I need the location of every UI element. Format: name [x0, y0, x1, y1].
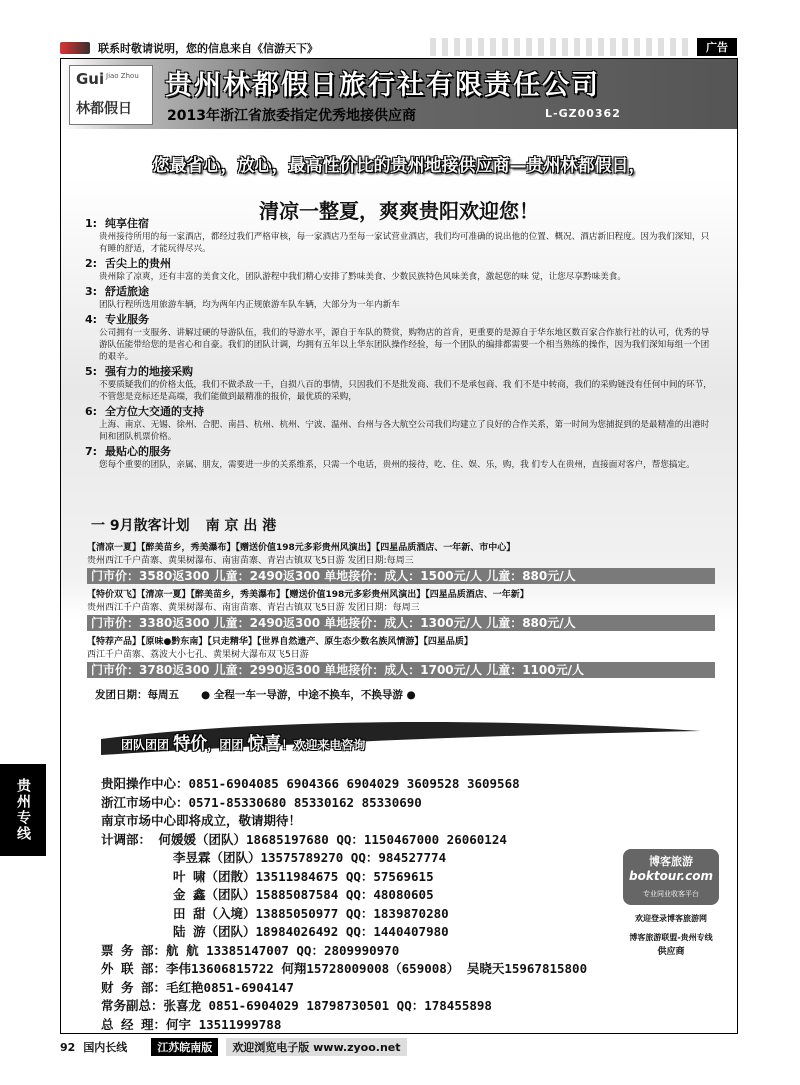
contact-line: 田 甜（入境）13885050977 QQ：1839870280	[173, 905, 449, 921]
service-number: 1:	[85, 217, 98, 230]
service-list	[85, 217, 715, 473]
contact-line: 南京市场中心即将成立，敬请期待！	[101, 813, 302, 828]
slogan-primary: 您最省心，放心，最高性价比的贵州地接供应商—贵州林都假日，	[152, 156, 646, 176]
license-number: L-GZ00362	[545, 107, 621, 120]
service-title: 最贴心的服务	[105, 445, 171, 458]
service-title: 舒适旅途	[105, 285, 149, 298]
logo-initials: Gui	[76, 70, 105, 88]
tour-tags: 【特价双飞】【清凉一夏】【醉美苗乡，秀美瀑布】【赠送价值198元多彩贵州风演出】【四星品质酒店、一年新】	[87, 590, 529, 600]
service-number: 2:	[85, 257, 98, 270]
contact-line: 票 务 部：航 航 13385147007 QQ：2809990970	[101, 942, 400, 958]
banner-slogan	[121, 729, 365, 754]
service-description: 上海、南京、无锡、徐州、合肥、南昌、杭州、杭州、宁波、温州、台州与各大航空公司我们均建立了良好的合作关系，第一时间为您捕捉到的是最精准的出港时间和团队机票价格。	[99, 420, 710, 442]
tour-price-bar: 门市价：3780返300 儿童：2990返300 单地接价：成人：1700元/人 儿童：1100元/人	[87, 662, 715, 678]
partner-line: 欢迎登录博客旅游网	[635, 914, 707, 923]
service-title: 纯享住宿	[105, 217, 149, 230]
partner-line: 供应商	[657, 947, 685, 957]
contact-line: 外 联 部：李伟13606815722 何翔15728009008（659008） 吴晓天15967815800	[101, 961, 588, 976]
contact-line: 财 务 部：毛红艳0851-6904147	[101, 979, 294, 995]
contact-line: 总 经 理：何宇 13511999788	[101, 1016, 282, 1032]
banner-part2: ，团团	[207, 738, 248, 752]
service-title: 专业服务	[105, 313, 149, 326]
tour-price-bar: 门市价：3380返300 儿童：2490返300 单地接价：成人：1300元/人 儿童：880元/人	[87, 615, 715, 631]
award-subtitle: 2013年浙江省旅委指定优秀地接供应商	[167, 108, 416, 124]
service-item	[85, 365, 715, 403]
page-footer	[60, 1036, 407, 1058]
tour-plan-heading	[91, 515, 276, 535]
service-description: 贵州接待所用的每一家酒店，都经过我们严格审核，每一家酒店乃至每一家试营业酒店，我们均可准确的说出他的位置、概况、酒店新旧程度。因为我们深知，只有睡的舒适，才能玩得尽兴。	[99, 232, 710, 254]
publication-logo-icon	[60, 42, 90, 54]
contact-line: 陆 游（团队）18984026492 QQ：1440407980	[173, 924, 449, 939]
company-header	[61, 59, 737, 129]
tour-tags: 【特荐产品】【原味●黔东南】【只走精华】【世界自然遗产、原生态少数名族风情游】【四星品质】	[87, 637, 473, 647]
top-notice-text: 联系时敬请说明，您的信息来自《信游天下》	[98, 42, 318, 55]
service-number: 3:	[85, 285, 98, 298]
section-side-tab: 贵州专线	[0, 764, 46, 856]
contact-line: 计调部： 何媛媛（团队）18685197680 QQ：1150467000 26060124	[101, 831, 507, 847]
service-title: 舌尖上的贵州	[105, 257, 171, 270]
company-logo	[69, 65, 153, 125]
contact-line: 叶 啸（团散）13511984675 QQ：57569615	[173, 868, 434, 884]
service-title: 全方位大交通的支持	[105, 405, 204, 418]
banner-part3: ！欢迎来电咨询	[281, 738, 366, 752]
footer-link[interactable]: 欢迎浏览电子版 www.zyoo.net	[226, 1038, 406, 1056]
partner-cn-name: 博客旅游	[649, 855, 693, 868]
service-item	[85, 217, 715, 255]
banner-surprise: 惊喜	[247, 734, 282, 754]
service-description: 您每个重要的团队，亲属、朋友，需要进一步的关系维系，只需一个电话，贵州的接待，吃、住、娱、乐，购，我 们专人在贵州，直接面对客户，帮您搞定。	[99, 460, 695, 470]
service-description: 不要质疑我们的价格太低，我们不做杀敌一千，自损八百的事情，只因我们不是批发商、我们不是承包商、我 们不是中转商，我们的采购链没有任何中间的环节，不管您是竞标还是高端，我们能做到最精准的报价，最优质的采购，	[99, 380, 712, 402]
tour-route: 贵州西江千户苗寨、黄果树瀑布、南宙苗寨、青岩古镇双飞5日游 发团日期:每周三	[87, 556, 414, 566]
tour-package	[87, 635, 715, 678]
contact-line: 常务副总：张喜龙 0851-6904029 18798730501 QQ：178455898	[101, 998, 492, 1013]
contact-line: 金 鑫（团队）15885087584 QQ：48080605	[173, 887, 434, 902]
tour-price-bar: 门市价：3580返300 儿童：2490返300 单地接价：成人：1500元/人 儿童：880元/人	[87, 568, 715, 584]
footer-edition: 江苏皖南版	[151, 1038, 218, 1056]
contact-line: 李昱霖（团队）13575789270 QQ：984527774	[173, 850, 447, 865]
footer-section: 国内长线	[83, 1041, 128, 1054]
service-description: 公司拥有一支服务、讲解过硬的导游队伍，我们的导游水平，源自于车队的赞赏，购物店的首肯，更重要的是源自于华东地区数百家合作旅行社的认可，优秀的导游队伍能带给您的是省心和自豪。我们的团队计调，均拥有五年以上华东团队操作经验，每一个团队的编排都需要一个相当熟练的操作，因为我们深知每组一个团的艰辛。	[99, 328, 710, 362]
partner-en-name: boktour.com	[629, 869, 713, 883]
schedule-line	[95, 687, 416, 702]
advertisement-panel	[60, 58, 738, 1034]
tour-route: 西江千户苗寨、荔波大小七孔、黄果树大瀑布双飞5日游	[87, 650, 309, 660]
service-item	[85, 285, 715, 311]
boktour-logo	[623, 849, 719, 905]
banner-part1: 团队团团	[121, 738, 174, 752]
service-description: 团队行程所选用旅游车辆，均为两年内正规旅游车队车辆，大部分为一年内新车	[99, 300, 400, 310]
tour-route: 贵州西江千户苗寨、黄果树瀑布、南宙苗寨、青岩古镇双飞5日游 发团日期：每周三	[87, 603, 420, 613]
service-number: 6:	[85, 405, 98, 418]
service-number: 7:	[85, 445, 98, 458]
departure-date: 发团日期：每周五	[95, 689, 179, 701]
service-item	[85, 257, 715, 283]
partner-badge-sub: 专业同业收客平台	[643, 890, 699, 898]
page-number: 92	[60, 1040, 76, 1054]
service-description: 贵州除了凉爽，还有丰富的美食文化，团队游程中我们精心安排了黔味美食、少数民族特色风味美食，激起您的味 觉，让您尽享黔味美食。	[99, 272, 626, 282]
company-name: 贵州林都假日旅行社有限责任公司	[165, 70, 600, 101]
tour-package	[87, 541, 715, 584]
service-number: 4:	[85, 313, 98, 326]
decorative-checker	[430, 38, 690, 56]
service-title: 强有力的地接采购	[105, 365, 193, 378]
logo-small-text: Jiao Zhou	[106, 72, 139, 80]
service-item	[85, 445, 715, 471]
partner-box	[613, 849, 729, 979]
plan-title: 一 9月散客计划	[91, 518, 190, 534]
contact-line: 浙江市场中心：0571-85330680 85330162 85330690	[101, 794, 422, 810]
service-item	[85, 405, 715, 443]
service-item	[85, 313, 715, 363]
tour-tags: 【清凉一夏】【醉美苗乡，秀美瀑布】【赠送价值198元多彩贵州风演出】【四星品质酒店、一年新、市中心】	[87, 543, 516, 553]
slogan-secondary: 清凉一整夏，爽爽贵阳欢迎您！	[259, 199, 539, 223]
tour-features: ● 全程一车一导游，中途不换车，不换导游 ●	[201, 689, 416, 701]
service-number: 5:	[85, 365, 98, 378]
logo-brand-text: 林都假日	[76, 101, 132, 117]
partner-line: 博客旅游联盟-贵州专线	[629, 933, 713, 942]
tour-package	[87, 588, 715, 631]
contact-line: 贵阳操作中心：0851-6904085 6904366 6904029 3609528 3609568	[101, 776, 520, 791]
ad-label: 广告	[697, 38, 737, 56]
departure-city: 南 京 出 港	[205, 518, 277, 534]
banner-special: 特价	[173, 734, 208, 754]
